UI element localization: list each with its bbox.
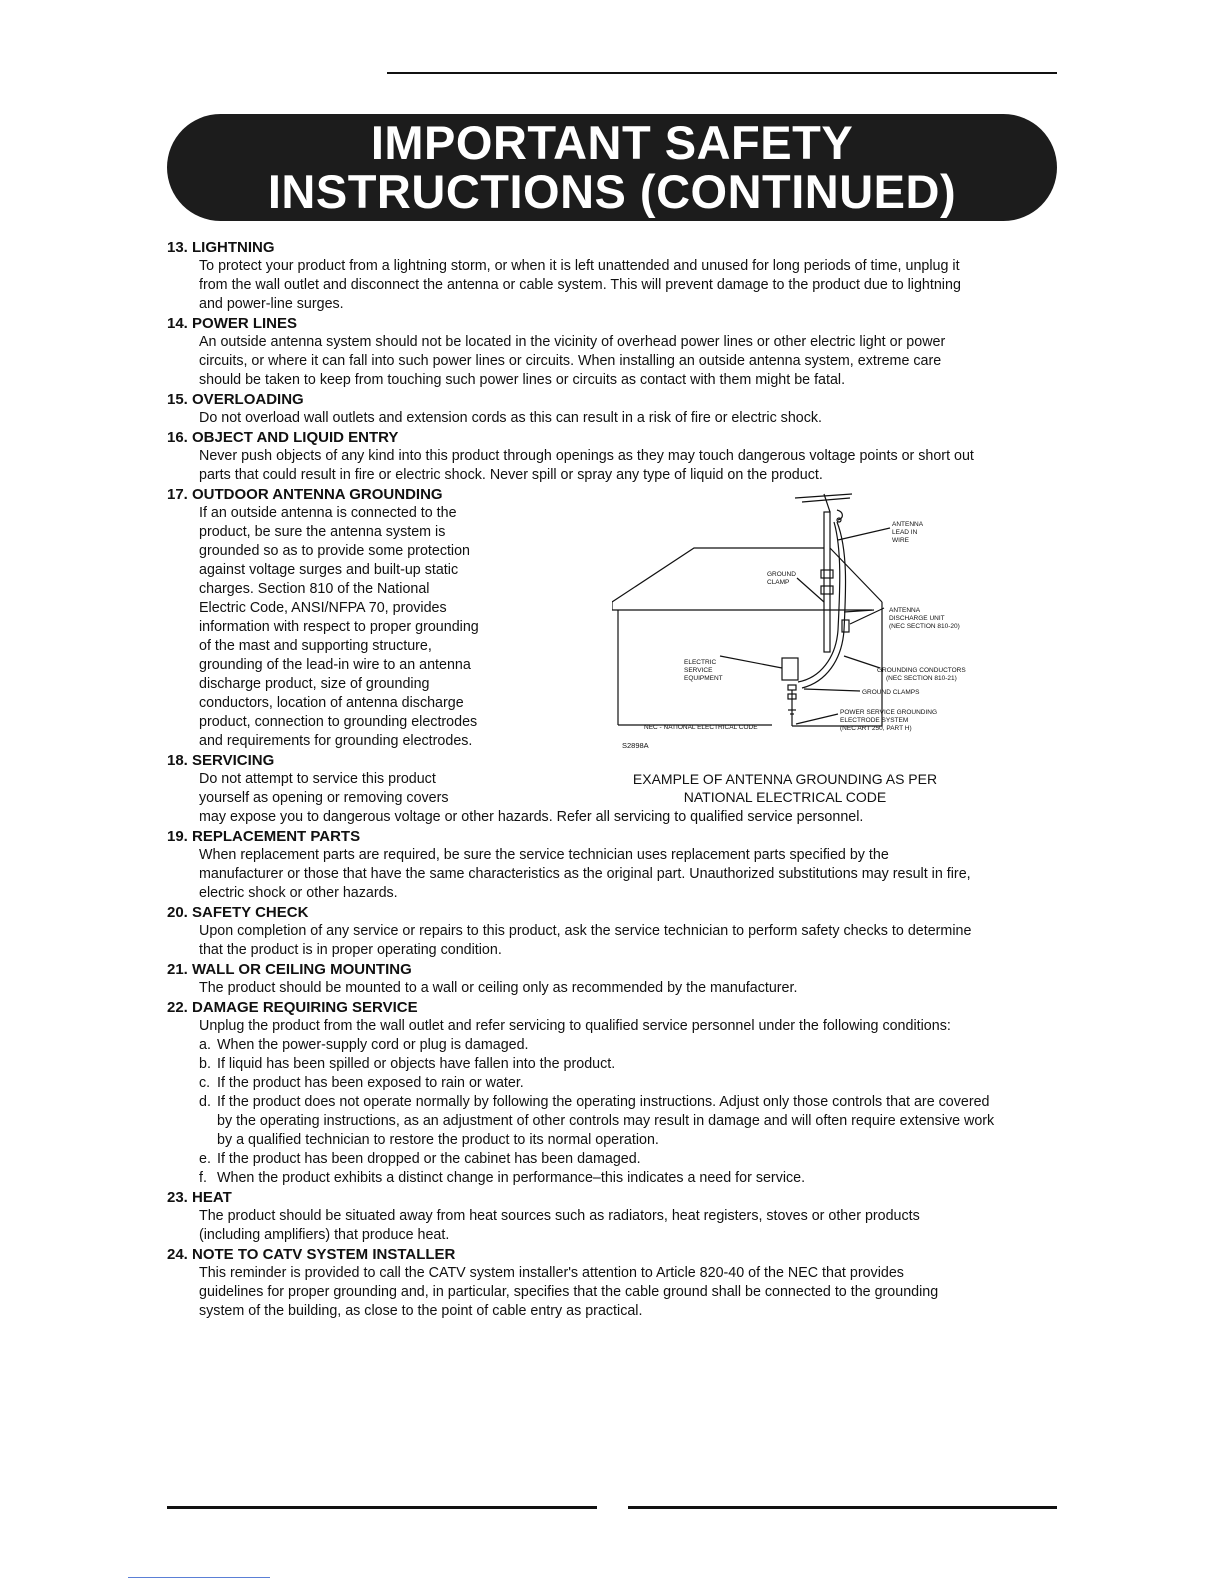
page-title-line-2: INSTRUCTIONS (CONTINUED) xyxy=(267,165,957,218)
diagram-label: LEAD IN xyxy=(892,529,918,536)
list-item-label: a. xyxy=(199,1037,211,1053)
list-item-label: f. xyxy=(199,1170,207,1186)
antenna-grounding-diagram xyxy=(612,490,992,760)
body-line: electric shock or other hazards. xyxy=(199,885,398,901)
diagram-label: DISCHARGE UNIT xyxy=(889,615,945,622)
section-title-heat: 23. HEAT xyxy=(167,1189,232,1206)
body-line: against voltage surges and built-up static xyxy=(199,562,459,578)
body-line: should be taken to keep from touching such power lines or circuits as contact with them might be fatal. xyxy=(199,372,846,388)
body-line: To protect your product from a lightning storm, or when it is left unattended and unused for long periods of time, unplug it xyxy=(199,258,960,274)
body-line: discharge product, size of grounding xyxy=(199,676,430,692)
body-line: of the mast and supporting structure, xyxy=(199,638,432,654)
caption-line: EXAMPLE OF ANTENNA GROUNDING AS PER xyxy=(632,771,938,787)
diagram-label: EQUIPMENT xyxy=(684,675,723,682)
body-line: grounding of the lead-in wire to an antenna xyxy=(199,657,471,673)
list-item: If the product has been exposed to rain or water. xyxy=(217,1075,524,1091)
list-item: by a qualified technician to restore the product to its normal operation. xyxy=(217,1132,659,1148)
section-title-safety-check: 20. SAFETY CHECK xyxy=(167,904,309,921)
list-item: When the power-supply cord or plug is damaged. xyxy=(217,1037,529,1053)
body-line: (including amplifiers) that produce heat. xyxy=(199,1227,450,1243)
body-line: information with respect to proper grounding xyxy=(199,619,479,635)
diagram-label: (NEC ART 250, PART H) xyxy=(840,725,912,732)
body-line: circuits, or where it can fall into such power lines or circuits. When installing an outside antenna system, extreme care xyxy=(199,353,942,369)
diagram-label: (NEC SECTION 810-21) xyxy=(886,675,957,682)
section-title-wall-ceiling-mounting: 21. WALL OR CEILING MOUNTING xyxy=(167,961,412,978)
body-line: The product should be situated away from heat sources such as radiators, heat registers, stoves or other products xyxy=(199,1208,920,1224)
diagram-label: ANTENNA xyxy=(889,607,921,614)
list-item-label: d. xyxy=(199,1094,211,1110)
body-line: and requirements for grounding electrodes. xyxy=(199,733,473,749)
list-item-label: c. xyxy=(199,1075,211,1091)
section-title-replacement-parts: 19. REPLACEMENT PARTS xyxy=(167,828,361,845)
body-line: may expose you to dangerous voltage or other hazards. Refer all servicing to qualified service personnel. xyxy=(199,809,864,825)
list-item-label: e. xyxy=(199,1151,211,1167)
section-title-servicing: 18. SERVICING xyxy=(167,752,275,769)
body-line: system of the building, as close to the point of cable entry as practical. xyxy=(199,1303,643,1319)
diagram-label: SERVICE xyxy=(684,667,713,674)
page-title-line-1: IMPORTANT SAFETY xyxy=(370,116,854,169)
body-line: charges. Section 810 of the National xyxy=(199,581,430,597)
body-line: parts that could result in fire or electric shock. Never spill or spray any type of liquid on the product. xyxy=(199,467,823,483)
list-item-label: b. xyxy=(199,1056,211,1072)
list-item: If the product does not operate normally by following the operating instructions. Adjust only those controls that are covered xyxy=(217,1094,990,1110)
list-item: by the operating instructions, as an adjustment of other controls may result in damage and will often require extensive work xyxy=(217,1113,995,1129)
section-title-overloading: 15. OVERLOADING xyxy=(167,391,304,408)
body-line: Do not overload wall outlets and extension cords as this can result in a risk of fire or electric shock. xyxy=(199,410,823,426)
body-line: from the wall outlet and disconnect the antenna or cable system. This will prevent damage to the product due to lightning xyxy=(199,277,961,293)
body-line: yourself as opening or removing covers xyxy=(199,790,449,806)
diagram-label: ANTENNA xyxy=(892,521,924,528)
section-title-lightning: 13. LIGHTNING xyxy=(167,239,275,256)
list-item: When the product exhibits a distinct change in performance–this indicates a need for service. xyxy=(217,1170,806,1186)
top-rule xyxy=(387,72,1057,74)
body-line: When replacement parts are required, be sure the service technician uses replacement parts specified by the xyxy=(199,847,889,863)
page-title-banner xyxy=(167,114,1057,221)
diagram-label: ELECTRODE SYSTEM xyxy=(840,717,909,724)
body-line: Electric Code, ANSI/NFPA 70, provides xyxy=(199,600,447,616)
list-item: If the product has been dropped or the cabinet has been damaged. xyxy=(217,1151,641,1167)
body-line: Do not attempt to service this product xyxy=(199,771,436,787)
diagram-caption xyxy=(620,770,950,806)
body-line: An outside antenna system should not be located in the vicinity of overhead power lines or other electric light or power xyxy=(199,334,946,350)
body-line: manufacturer or those that have the same characteristics as the original part. Unauthorized substitutions may result in fire, xyxy=(199,866,971,882)
diagram-label: NEC - NATIONAL ELECTRICAL CODE xyxy=(644,724,758,731)
section-title-power-lines: 14. POWER LINES xyxy=(167,315,298,332)
diagram-label: CLAMP xyxy=(767,579,790,586)
body-line: that the product is in proper operating condition. xyxy=(199,942,502,958)
section-title-damage-requiring-service: 22. DAMAGE REQUIRING SERVICE xyxy=(167,999,418,1016)
diagram-label: GROUNDING CONDUCTORS xyxy=(877,667,966,674)
body-line: and power-line surges. xyxy=(199,296,344,312)
section-title-antenna-grounding: 17. OUTDOOR ANTENNA GROUNDING xyxy=(167,486,443,503)
body-line: This reminder is provided to call the CATV system installer's attention to Article 820-40 of the NEC that provides xyxy=(199,1265,904,1281)
body-line: Never push objects of any kind into this product through openings as they may touch dangerous voltage points or short out xyxy=(199,448,974,464)
footer-rule-right xyxy=(628,1506,1057,1509)
list-item: If liquid has been spilled or objects have fallen into the product. xyxy=(217,1056,616,1072)
body-line: Unplug the product from the wall outlet and refer servicing to qualified service personnel under the following conditions: xyxy=(199,1018,951,1034)
diagram-label: (NEC SECTION 810-20) xyxy=(889,623,960,630)
diagram-label: WIRE xyxy=(892,537,909,544)
diagram-label: GROUND xyxy=(767,571,796,578)
footer-underline xyxy=(128,1577,270,1578)
body-line: guidelines for proper grounding and, in particular, specifies that the cable ground shall be connected to the grounding xyxy=(199,1284,939,1300)
diagram-label: GROUND CLAMPS xyxy=(862,689,920,696)
section-title-object-liquid-entry: 16. OBJECT AND LIQUID ENTRY xyxy=(167,429,399,446)
body-line: The product should be mounted to a wall or ceiling only as recommended by the manufacturer. xyxy=(199,980,798,996)
body-line: product, connection to grounding electrodes xyxy=(199,714,478,730)
body-line: conductors, location of antenna discharge xyxy=(199,695,464,711)
body-line: Upon completion of any service or repairs to this product, ask the service technician to perform safety checks to determine xyxy=(199,923,972,939)
diagram-label: POWER SERVICE GROUNDING xyxy=(840,709,938,716)
diagram-label: ELECTRIC xyxy=(684,659,717,666)
section-title-catv-installer: 24. NOTE TO CATV SYSTEM INSTALLER xyxy=(167,1246,456,1263)
body-line: If an outside antenna is connected to the xyxy=(199,505,457,521)
diagram-code: S2898A xyxy=(622,741,649,750)
body-line: grounded so as to provide some protection xyxy=(199,543,471,559)
footer-rule-left xyxy=(167,1506,597,1509)
body-line: product, be sure the antenna system is xyxy=(199,524,446,540)
caption-line: NATIONAL ELECTRICAL CODE xyxy=(683,789,887,805)
